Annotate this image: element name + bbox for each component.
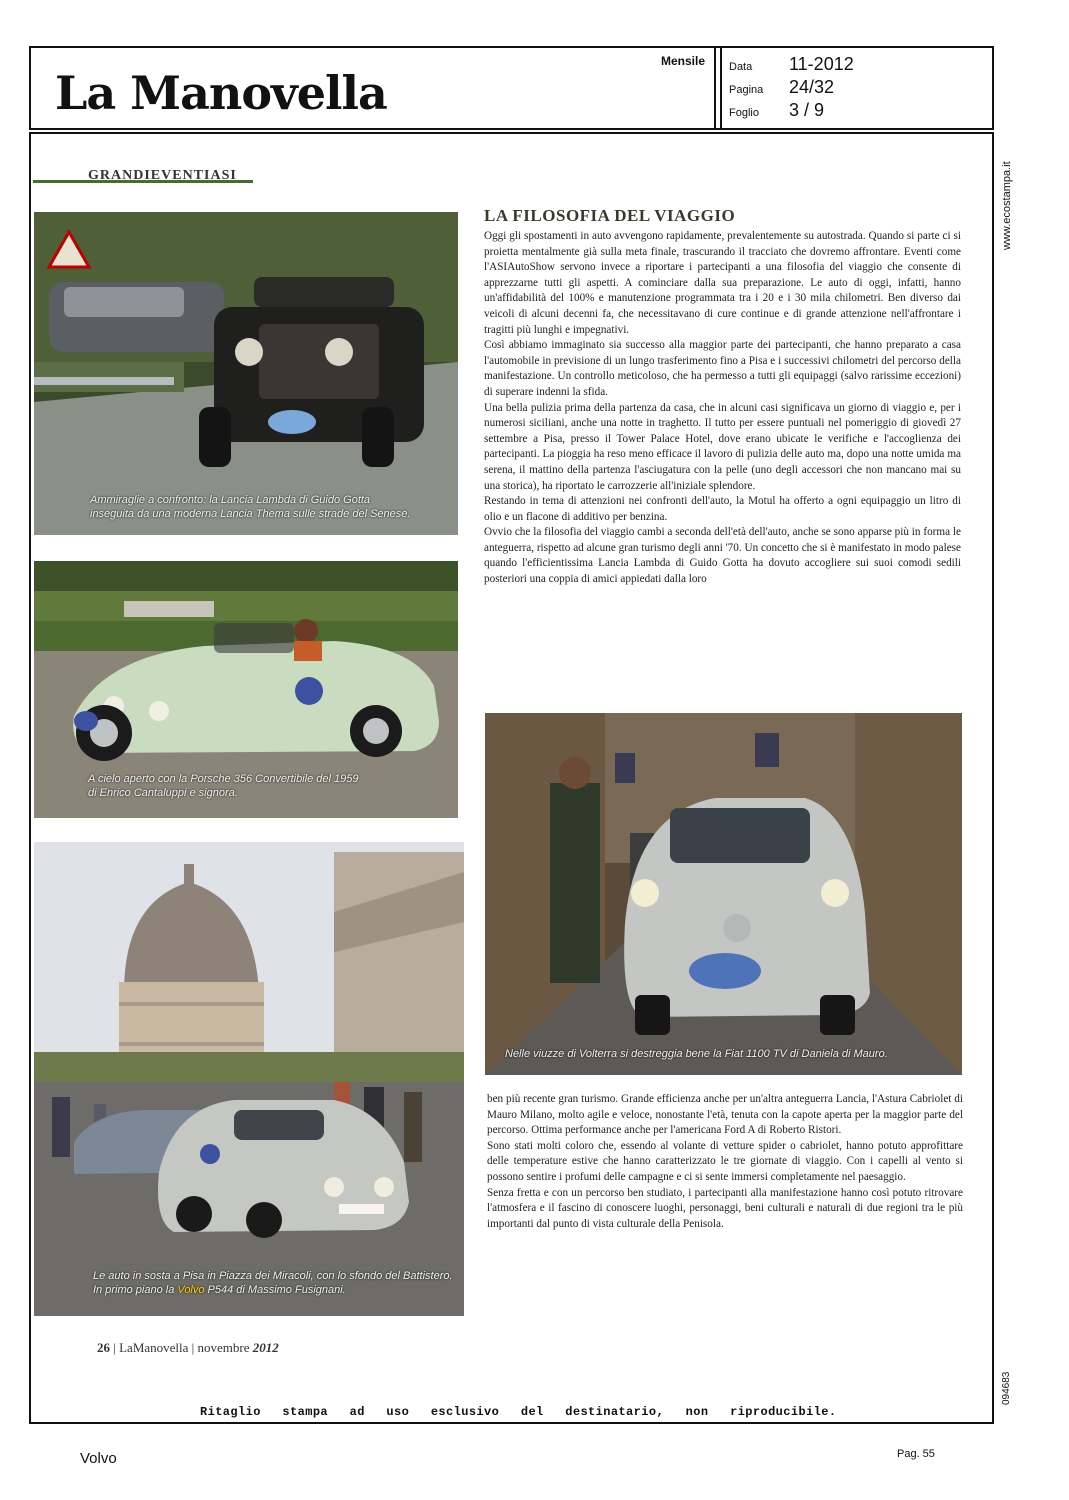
photo-caption-line: Le auto in sosta a Pisa in Piazza dei Miracoli, con lo sfondo del Battistero. bbox=[93, 1270, 453, 1282]
article-column-top bbox=[484, 229, 961, 588]
footer-separator: | bbox=[113, 1340, 116, 1355]
footer-year: 2012 bbox=[252, 1340, 279, 1355]
section-label: GRANDIEVENTIASI bbox=[88, 168, 237, 183]
side-code-text: 094683 bbox=[1001, 1371, 1012, 1405]
article-paragraph: Restando in tema di attenzioni nei confronti dell'auto, la Motul ha offerto a ogni equipaggio un litro di olio e un flacone di additivo per benzina. bbox=[484, 495, 961, 523]
article-title: LA FILOSOFIA DEL VIAGGIO bbox=[484, 206, 736, 225]
copyright-notice: Ritaglio stampa ad uso esclusivo del destinatario, non riproducibile. bbox=[200, 1405, 837, 1419]
pagina-value: 24/32 bbox=[789, 77, 835, 97]
periodicity-label: Mensile bbox=[661, 54, 706, 68]
photo-caption-line: Ammiraglie a confronto: la Lancia Lambda di Guido Gotta bbox=[90, 494, 371, 506]
footer-page-number: 26 bbox=[97, 1340, 110, 1355]
photo-lancia-lambda bbox=[34, 212, 458, 535]
photo-caption-line bbox=[93, 1283, 453, 1297]
photo-caption bbox=[88, 772, 358, 800]
data-label: Data bbox=[729, 61, 753, 73]
article-paragraph: ben più recente gran turismo. Grande efficienza anche per un'altra anteguerra Lancia, l'Astura Cabriolet di Mauro Milano, molto agile e veloce, nonostante l'età, tenuta con la capote aperta per la maggior parte del percorso. Ottima performance anche per l'americana Ford A di Roberto Ristori. bbox=[487, 1093, 963, 1137]
photo-pisa-battistero-image bbox=[34, 842, 464, 1316]
footer-month: novembre bbox=[197, 1340, 250, 1355]
photo-caption-text: In primo piano la bbox=[93, 1284, 178, 1296]
header-divider bbox=[714, 48, 716, 128]
page-footer bbox=[97, 1340, 279, 1356]
photo-caption-line: di Enrico Cantaluppi e signora. bbox=[88, 787, 238, 799]
article-column-bottom bbox=[487, 1092, 963, 1232]
foglio-value: 3 / 9 bbox=[789, 100, 825, 120]
article-paragraph: Ovvio che la filosofia del viaggio cambi a seconda dell'età dell'auto, anche se sono apparse più in forma le anteguerra, rispetto ad alcune gran turismo degli anni '70. Un concetto che si è manifestato in modo palese quando l'efficientissima Lancia Lambda di Guido Gotta ha dovuto accogliere sui suoi comodi sedili posteriori una coppia di amici appiedati dalla loro bbox=[484, 526, 961, 586]
issue-info bbox=[729, 54, 854, 123]
highlighted-keyword: Volvo bbox=[177, 1284, 205, 1296]
side-url-text: www.ecostampa.it bbox=[1001, 161, 1013, 250]
photo-caption-line: A cielo aperto con la Porsche 356 Convertibile del 1959 bbox=[88, 773, 359, 785]
article-paragraph: Così abbiamo immaginato sia successo alla maggior parte dei partecipanti, che hanno preparato a casa l'automobile in previsione di un lungo trasferimento fino a Pisa e i successivi chilometri del percorso della manifestazione. Un controllo meticoloso, che ha permesso a tutti gli equipaggi (salvo rarissime eccezioni) di superare indenni la sfida. bbox=[484, 339, 961, 398]
photo-porsche-356 bbox=[34, 561, 458, 818]
photo-caption bbox=[505, 1047, 888, 1061]
page-number: Pag. 55 bbox=[897, 1448, 935, 1460]
photo-caption-line: inseguita da una moderna Lancia Thema sulle strade del Senese. bbox=[90, 508, 411, 520]
photo-lancia-lambda-image bbox=[34, 212, 458, 535]
masthead-logo: La Manovella bbox=[55, 66, 387, 120]
photo-fiat-1100-image bbox=[485, 713, 962, 1075]
photo-caption-text: P544 di Massimo Fusignani. bbox=[204, 1284, 346, 1296]
photo-caption-line: Nelle viuzze di Volterra si destreggia bene la Fiat 1100 TV di Daniela di Mauro. bbox=[505, 1048, 888, 1060]
photo-caption bbox=[90, 493, 410, 521]
footer-separator: | bbox=[191, 1340, 195, 1355]
pagina-label: Pagina bbox=[729, 84, 764, 96]
header-frame bbox=[29, 46, 994, 130]
footer-magazine: LaManovella bbox=[119, 1340, 189, 1355]
article-paragraph: Senza fretta e con un percorso ben studiato, i partecipanti alla manifestazione hanno così potuto ritrovare l'atmosfera e il fascino di conoscere luoghi, personaggi, beni culturali e naturali di due regioni tra le più importanti dal punto di vista culturale della Penisola. bbox=[487, 1186, 963, 1230]
article-paragraph: Una bella pulizia prima della partenza da casa, che in alcuni casi significava un giorno di viaggio e, per i numerosi siciliani, anche una notte in traghetto. Il tutto per essere puntuali nel pomeriggio di giovedì 27 settembre a Pisa, presso il Tower Palace Hotel, dove erano ubicate le verifiche e l'accoglienza dei partecipanti. La pioggia ha reso meno efficace il lavoro di pulizia delle auto ma, dopo una notte umida ma serena, il mattino della partenza l'asciugatura con la pelle (uno degli accessori che non mancano mai su una storica), ha riportato le carrozzerie all'iniziale splendore. bbox=[484, 401, 961, 492]
header-divider bbox=[720, 48, 722, 128]
side-code bbox=[1001, 1355, 1017, 1415]
side-url bbox=[1001, 150, 1017, 260]
photo-pisa-battistero bbox=[34, 842, 464, 1316]
photo-fiat-1100 bbox=[485, 713, 962, 1075]
article-paragraph: Oggi gli spostamenti in auto avvengono rapidamente, prevalentemente su autostrada. Quando si parte ci si proietta mentalmente già sulla meta finale, trascurando il tracciato che dovremo affrontare. Eventi come l'ASIAutoShow servono invece a riportare i partecipanti a una filosofia del viaggio che consente di apprezzarne tutti gli aspetti. A cominciare dalla sua preparazione. Le auto di oggi, infatti, hanno un'affidabilità del 100% e manutenzione programmata tra i 20 e i 30 mila chilometri. Ben diverso dai veicoli di alcuni decenni fa, che necessitavano di cure continue e di grande attenzione nell'affrontare i tragitti più lunghi e impegnativi. bbox=[484, 230, 961, 336]
article-paragraph: Sono stati molti coloro che, essendo al volante di vetture spider o cabriolet, hanno potuto approfittare delle temperature estive che hanno caratterizzato le tre giornate di viaggio. Con i capelli al vento si possono sentire i profumi delle campagne e ci si sente immersi completamente nel paesaggio. bbox=[487, 1139, 963, 1183]
photo-caption bbox=[93, 1269, 453, 1297]
search-keyword: Volvo bbox=[80, 1450, 117, 1467]
foglio-label: Foglio bbox=[729, 107, 759, 119]
data-value: 11-2012 bbox=[789, 54, 854, 74]
